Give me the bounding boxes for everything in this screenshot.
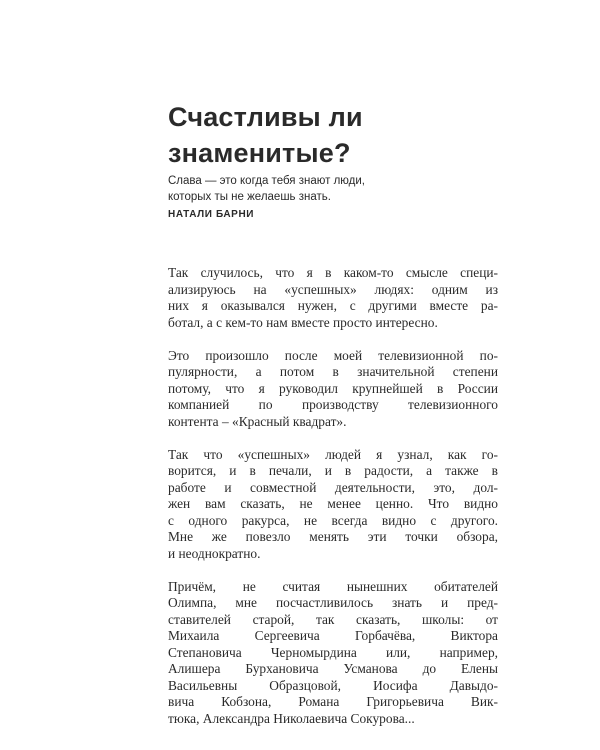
text-line: Степановича Черномырдина или, например,	[168, 644, 498, 660]
text-line: пулярности, а потом в значительной степени	[168, 364, 498, 379]
text-line: потому, что я руководил крупнейшей в России	[168, 380, 498, 396]
text-line: ботал, а с кем-то нам вместе просто интересно.	[168, 314, 438, 330]
text-line: ализируюсь на «успешных» людях: одним из	[168, 281, 498, 297]
text-line: них я оказывался нужен, с другими вместе ра-	[168, 298, 498, 313]
text-line: Так случилось, что я в каком-то смысле специ-	[168, 265, 498, 280]
text-line: жен вам сказать, не менее ценно. Что видно	[168, 496, 498, 511]
text-line: Олимпа, мне посчастливилось знать и пред-	[168, 595, 498, 610]
text-line: вича Кобзона, Романа Григорьевича Вик-	[168, 694, 498, 709]
text-line: контента – «Красный квадрат».	[168, 413, 347, 429]
epigraph-author: НАТАЛИ БАРНИ	[168, 209, 255, 220]
text-line: Мне же повезло менять эти точки обзора,	[168, 529, 498, 544]
epigraph	[168, 174, 528, 223]
chapter-title	[168, 99, 528, 171]
text-line: с одного ракурса, не всегда видно с другого.	[168, 512, 498, 528]
text-line: ставителей старой, так сказать, школы: от	[168, 611, 498, 627]
text-line: Причём, не считая нынешних обитателей	[168, 578, 498, 594]
paragraph	[168, 265, 498, 331]
text-line: Алишера Бурхановича Усманова до Елены	[168, 661, 498, 676]
text-line: ворится, и в печали, и в радости, а также в	[168, 463, 498, 478]
epigraph-line: Слава — это когда тебя знают люди,	[168, 175, 365, 187]
paragraph	[168, 348, 498, 431]
paragraph	[168, 447, 498, 563]
chapter-title-line: знаменитые?	[168, 138, 351, 168]
text-line: Это произошло после моей телевизионной по-	[168, 347, 498, 363]
text-line: и неоднократно.	[168, 545, 261, 561]
text-line: работе и совместной деятельности, это, дол-	[168, 479, 498, 495]
epigraph-line: которых ты не желаешь знать.	[168, 190, 331, 203]
text-line: Васильевны Образцовой, Иосифа Давыдо-	[168, 677, 498, 693]
paragraph	[168, 579, 498, 728]
text-line: Михаила Сергеевича Горбачёва, Виктора	[168, 628, 498, 643]
chapter-title-line: Счастливы ли	[168, 102, 363, 132]
text-line: Так что «успешных» людей я узнал, как го-	[168, 446, 498, 462]
body-text	[168, 265, 498, 744]
text-line: тюка, Александра Николаевича Сокурова...	[168, 710, 415, 726]
text-line: компанией по производству телевизионного	[168, 397, 498, 412]
